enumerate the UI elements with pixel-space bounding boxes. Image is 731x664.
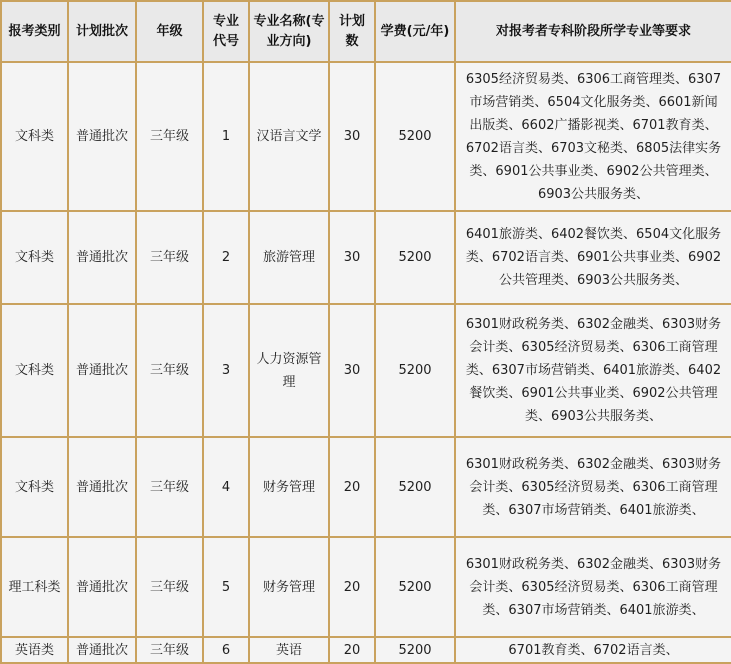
- cell-quota: 30: [329, 304, 375, 437]
- cell-tuition: 5200: [375, 437, 455, 537]
- cell-grade: 三年级: [136, 537, 203, 637]
- header-code: 专业代号: [203, 1, 249, 62]
- cell-code: 3: [203, 304, 249, 437]
- cell-requirements: 6301财政税务类、6302金融类、6303财务会计类、6305经济贸易类、6306工商管理类、6307市场营销类、6401旅游类、: [455, 437, 731, 537]
- header-category: 报考类别: [1, 1, 68, 62]
- cell-batch: 普通批次: [68, 304, 136, 437]
- table-row: [1, 304, 731, 437]
- cell-grade: 三年级: [136, 304, 203, 437]
- cell-category: 文科类: [1, 304, 68, 437]
- cell-quota: 20: [329, 537, 375, 637]
- cell-quota: 20: [329, 637, 375, 663]
- cell-code: 6: [203, 637, 249, 663]
- cell-category: 英语类: [1, 637, 68, 663]
- cell-category: 文科类: [1, 437, 68, 537]
- cell-category: 文科类: [1, 62, 68, 211]
- cell-code: 5: [203, 537, 249, 637]
- header-quota: 计划数: [329, 1, 375, 62]
- header-tuition: 学费(元/年): [375, 1, 455, 62]
- table-row: [1, 62, 731, 211]
- cell-code: 4: [203, 437, 249, 537]
- cell-code: 1: [203, 62, 249, 211]
- cell-requirements: 6305经济贸易类、6306工商管理类、6307市场营销类、6504文化服务类、6601新闻出版类、6602广播影视类、6701教育类、6702语言类、6703文秘类、6805法律实务类、6901公共事业类、6902公共管理类、6903公共服务类、: [455, 62, 731, 211]
- cell-quota: 20: [329, 437, 375, 537]
- header-row: [1, 1, 731, 62]
- cell-tuition: 5200: [375, 62, 455, 211]
- cell-major: 旅游管理: [249, 211, 329, 304]
- cell-batch: 普通批次: [68, 637, 136, 663]
- cell-grade: 三年级: [136, 637, 203, 663]
- cell-grade: 三年级: [136, 62, 203, 211]
- cell-requirements: 6301财政税务类、6302金融类、6303财务会计类、6305经济贸易类、6306工商管理类、6307市场营销类、6401旅游类、6402餐饮类、6901公共事业类、6902公共管理类、6903公共服务类、: [455, 304, 731, 437]
- header-major: 专业名称(专业方向): [249, 1, 329, 62]
- cell-grade: 三年级: [136, 437, 203, 537]
- table-row: [1, 537, 731, 637]
- cell-major: 人力资源管理: [249, 304, 329, 437]
- cell-batch: 普通批次: [68, 437, 136, 537]
- header-requirements: 对报考者专科阶段所学专业等要求: [455, 1, 731, 62]
- cell-tuition: 5200: [375, 304, 455, 437]
- cell-batch: 普通批次: [68, 537, 136, 637]
- header-batch: 计划批次: [68, 1, 136, 62]
- cell-batch: 普通批次: [68, 211, 136, 304]
- cell-major: 汉语言文学: [249, 62, 329, 211]
- cell-code: 2: [203, 211, 249, 304]
- cell-tuition: 5200: [375, 637, 455, 663]
- cell-major: 财务管理: [249, 437, 329, 537]
- table-row: [1, 637, 731, 663]
- cell-batch: 普通批次: [68, 62, 136, 211]
- cell-requirements: 6301财政税务类、6302金融类、6303财务会计类、6305经济贸易类、6306工商管理类、6307市场营销类、6401旅游类、: [455, 537, 731, 637]
- cell-grade: 三年级: [136, 211, 203, 304]
- cell-requirements: 6401旅游类、6402餐饮类、6504文化服务类、6702语言类、6901公共事业类、6902公共管理类、6903公共服务类、: [455, 211, 731, 304]
- table-row: [1, 211, 731, 304]
- table-row: [1, 437, 731, 537]
- cell-tuition: 5200: [375, 537, 455, 637]
- cell-major: 英语: [249, 637, 329, 663]
- cell-major: 财务管理: [249, 537, 329, 637]
- cell-category: 文科类: [1, 211, 68, 304]
- cell-tuition: 5200: [375, 211, 455, 304]
- header-grade: 年级: [136, 1, 203, 62]
- cell-category: 理工科类: [1, 537, 68, 637]
- cell-quota: 30: [329, 62, 375, 211]
- cell-quota: 30: [329, 211, 375, 304]
- cell-requirements: 6701教育类、6702语言类、: [455, 637, 731, 663]
